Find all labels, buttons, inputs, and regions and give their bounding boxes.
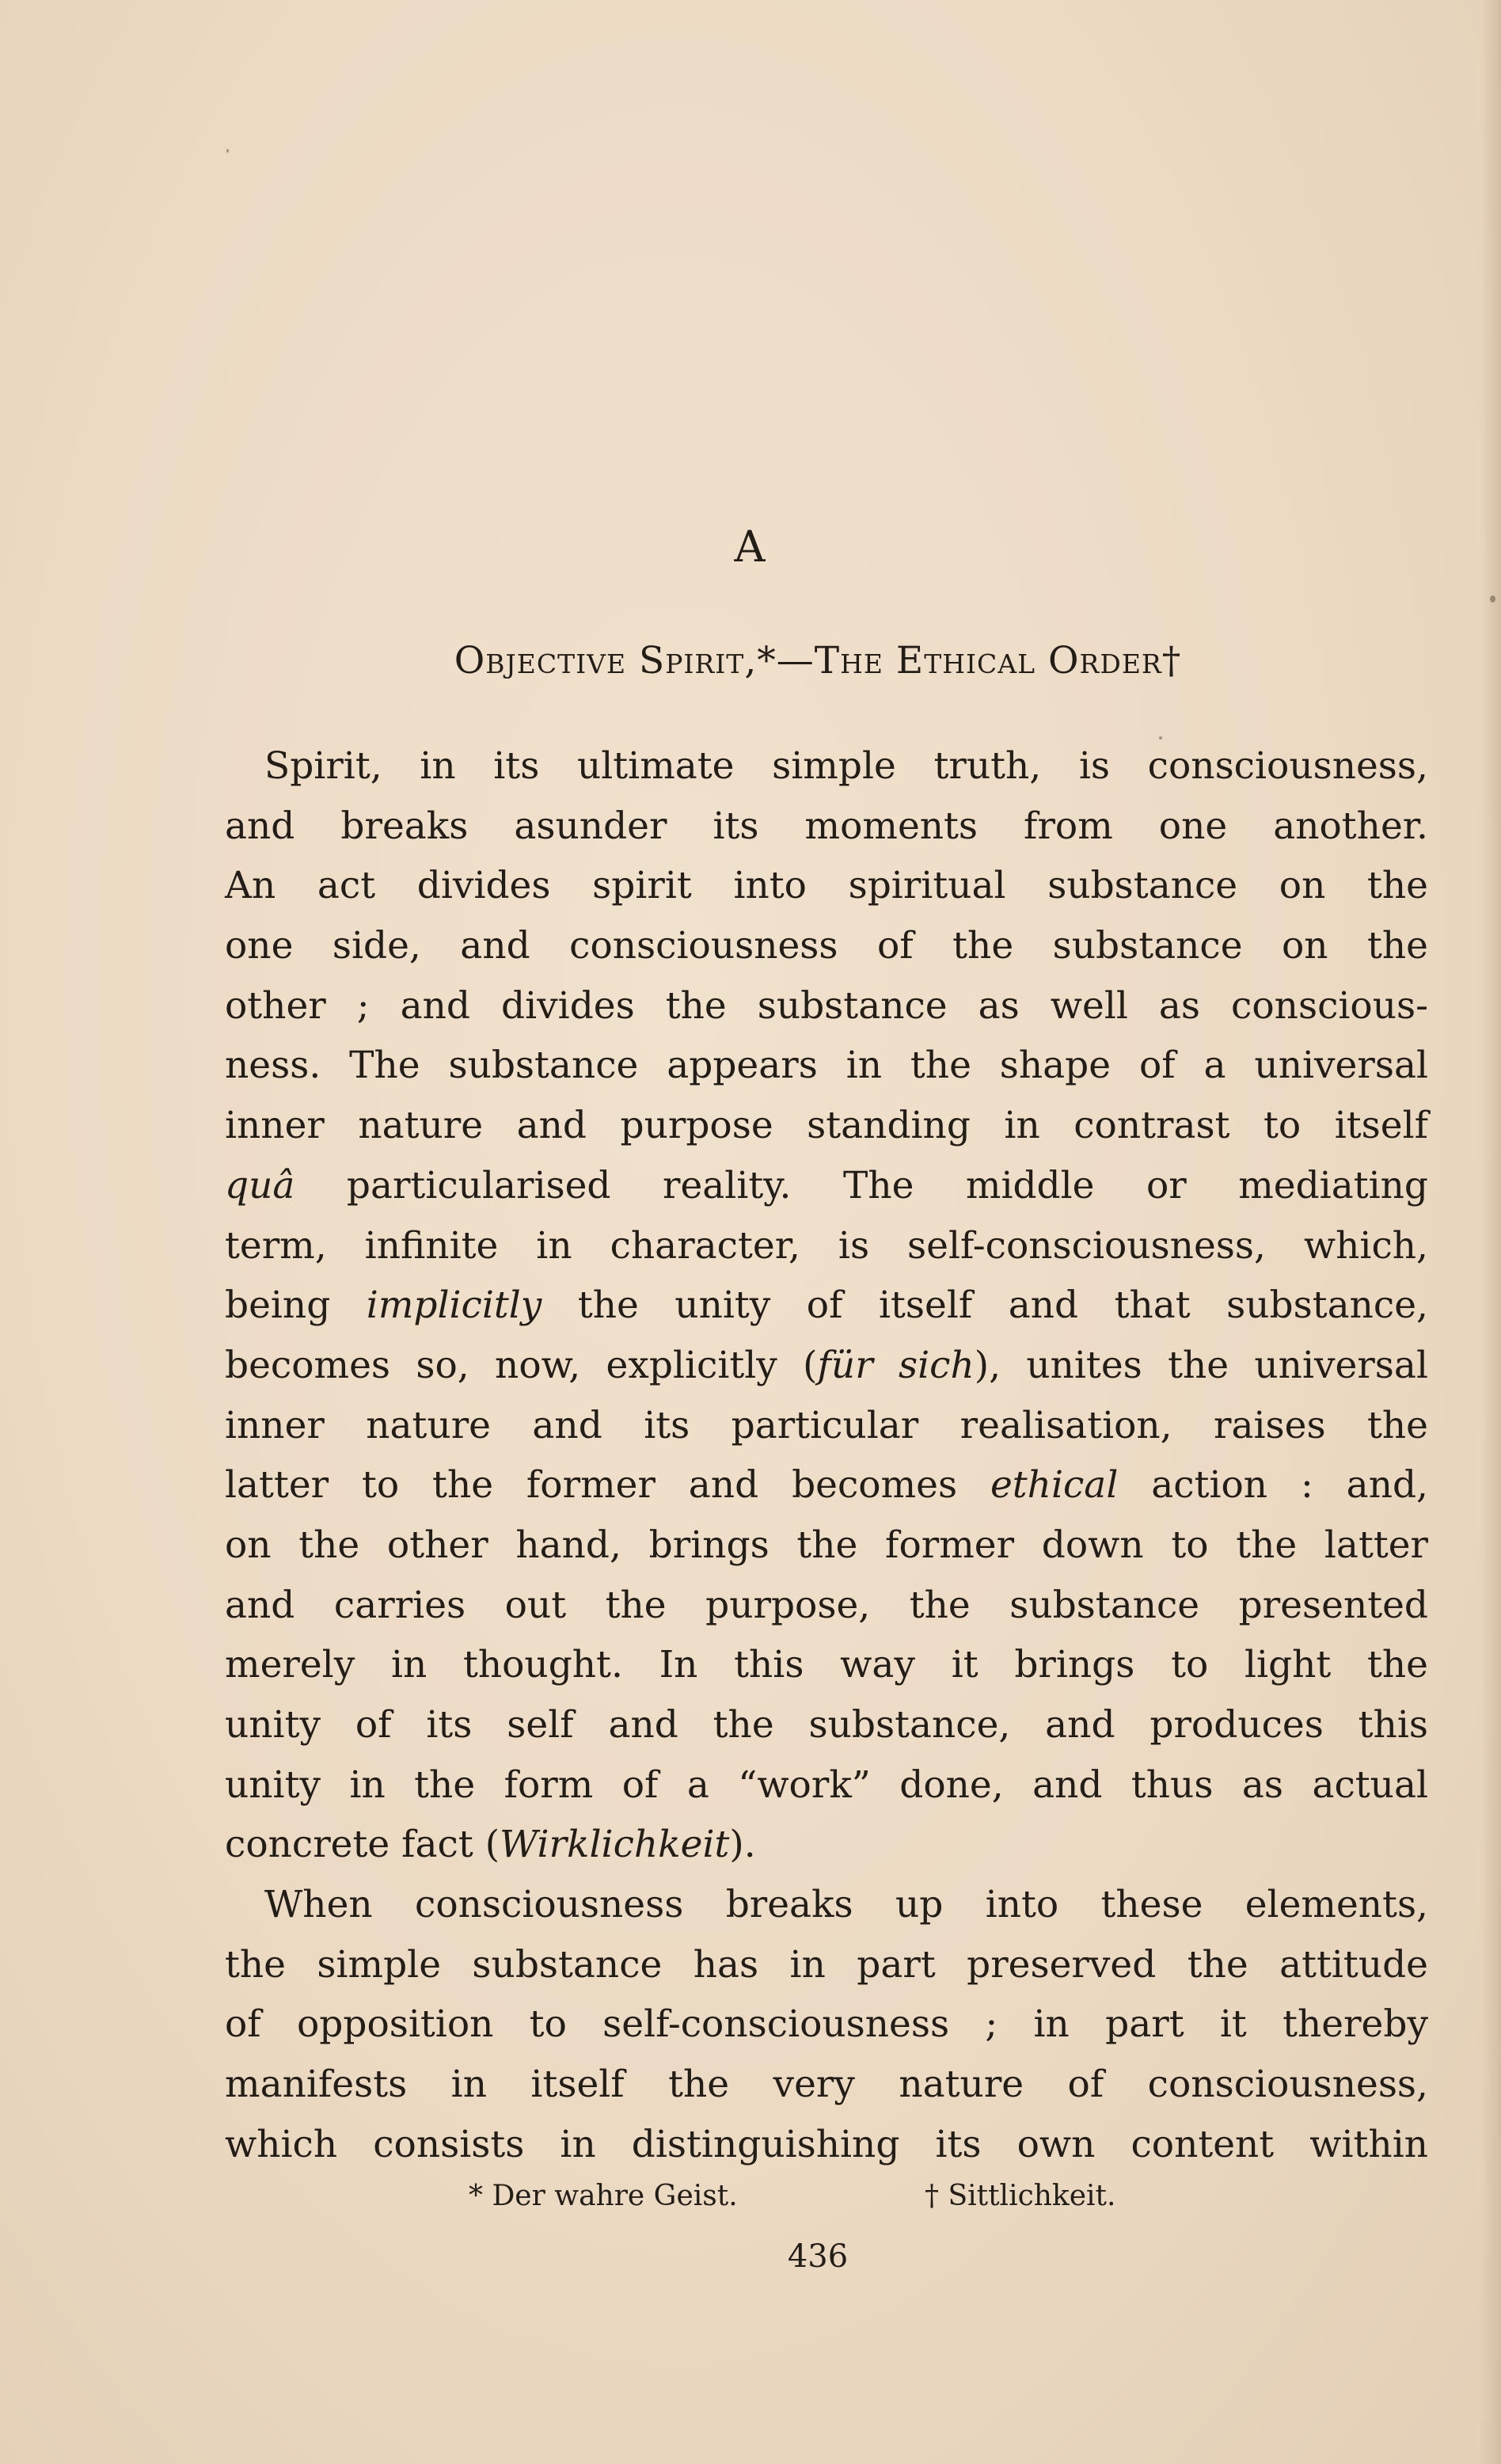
page-number: 436 — [787, 2238, 849, 2275]
italic-text: Wirklichkeit — [500, 1823, 730, 1867]
text-span: concrete fact ( — [225, 1823, 500, 1867]
text-line — [225, 1276, 1428, 1336]
text-line: term, infinite in character, is self-consciousness, which, — [225, 1223, 1428, 1268]
text-line: merely in thought. In this way it brings to light the — [225, 1643, 1428, 1687]
text-span: ). — [729, 1823, 756, 1867]
italic-text: quâ — [225, 1163, 295, 1207]
text-line: and breaks asunder its moments from one another. — [225, 804, 1428, 848]
text-line — [225, 1455, 1428, 1515]
paper-speck — [226, 149, 229, 153]
text-line: on the other hand, brings the former down to the latter — [225, 1523, 1428, 1567]
text-line: inner nature and its particular realisation, raises the — [225, 1403, 1428, 1447]
text-line: other ; and divides the substance as well as conscious- — [225, 983, 1428, 1028]
paper-speck — [1490, 595, 1495, 603]
text-span: the unity of itself and that substance, — [542, 1283, 1428, 1328]
italic-text: ethical — [990, 1463, 1119, 1508]
text-line — [225, 1156, 1428, 1216]
text-line: manifests in itself the very nature of consciousness, — [225, 2063, 1428, 2107]
text-span: particularised reality. The middle or mediating — [294, 1163, 1428, 1207]
text-line — [225, 1336, 1428, 1396]
section-title: Objective Spirit,*—The Ethical Order† — [454, 639, 1182, 683]
text-span: becomes so, now, explicitly ( — [225, 1343, 818, 1387]
footnotes — [0, 2173, 1501, 2220]
footnote-dagger: † Sittlichkeit. — [925, 2180, 1116, 2212]
italic-text: implicitly — [366, 1283, 542, 1328]
text-line: An act divides spirit into spiritual substance on the — [225, 864, 1428, 908]
text-line: which consists in distinguishing its own content within — [225, 2122, 1428, 2166]
body-text — [225, 736, 1428, 2175]
text-line: the simple substance has in part preserved the attitude — [225, 1942, 1428, 1987]
section-letter: A — [734, 522, 767, 572]
text-line: unity in the form of a “work” done, and thus as actual — [225, 1762, 1428, 1807]
text-line: of opposition to self-consciousness ; in part it thereby — [225, 2002, 1428, 2047]
page-edge-shadow — [1480, 0, 1501, 2464]
text-span: ), unites the universal — [974, 1343, 1428, 1387]
italic-text: für sich — [817, 1343, 975, 1387]
text-span: latter to the former and becomes — [225, 1463, 990, 1508]
text-line: unity of its self and the substance, and produces this — [225, 1703, 1428, 1747]
text-span: action : and, — [1118, 1463, 1428, 1508]
footnote-asterisk: * Der wahre Geist. — [469, 2180, 738, 2212]
text-line: Spirit, in its ultimate simple truth, is consciousness, — [264, 744, 1428, 788]
text-line: one side, and consciousness of the substance on the — [225, 924, 1428, 968]
text-line: inner nature and purpose standing in contrast to itself — [225, 1104, 1428, 1148]
text-line: ness. The substance appears in the shape of a universal — [225, 1044, 1428, 1088]
text-line: and carries out the purpose, the substance presented — [225, 1583, 1428, 1627]
text-line — [225, 1815, 1428, 1875]
text-span: being — [225, 1283, 367, 1328]
text-line: When consciousness breaks up into these elements, — [264, 1883, 1428, 1927]
